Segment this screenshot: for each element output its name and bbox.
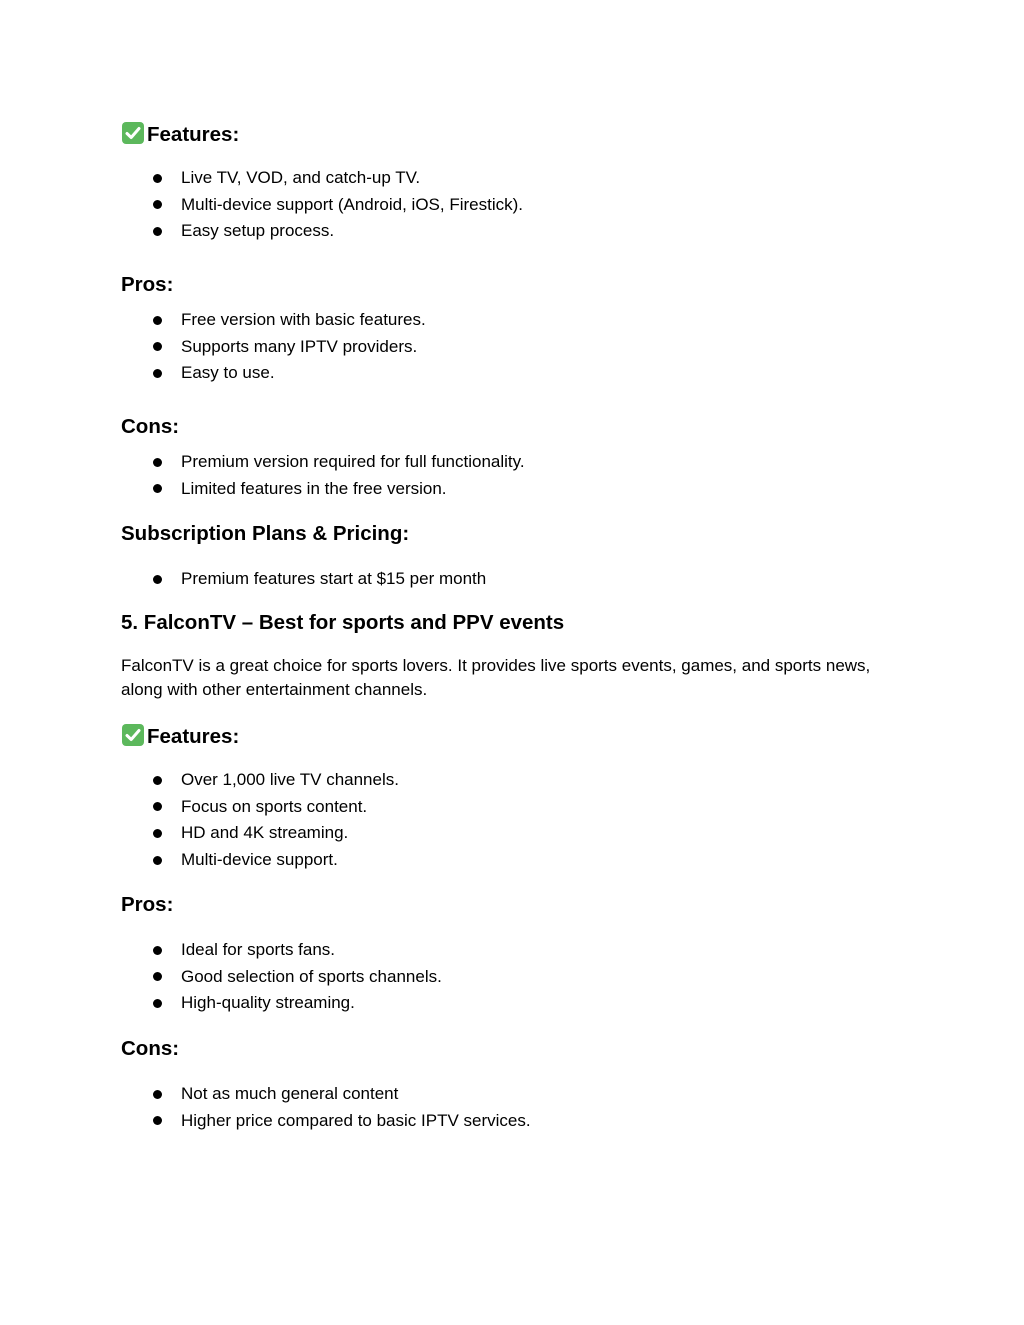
bullet-icon — [153, 575, 162, 584]
list-item: Live TV, VOD, and catch-up TV. — [121, 165, 523, 192]
bullet-icon — [153, 946, 162, 955]
bullet-icon — [153, 342, 162, 351]
features-heading — [121, 121, 239, 147]
list-item: Free version with basic features. — [121, 307, 426, 334]
cons-heading: Cons: — [121, 415, 180, 438]
list-item: Supports many IPTV providers. — [121, 334, 426, 361]
features-heading-2 — [121, 723, 239, 749]
list-item: Multi-device support (Android, iOS, Firestick). — [121, 192, 523, 219]
features-heading-label: Features: — [147, 725, 240, 748]
bullet-icon — [153, 484, 162, 493]
bullet-icon — [153, 200, 162, 209]
bullet-icon — [153, 369, 162, 378]
pros-heading: Pros: — [121, 273, 174, 296]
list-item: Premium version required for full functionality. — [121, 449, 525, 476]
list-item: Easy to use. — [121, 360, 426, 387]
list-item: Multi-device support. — [121, 847, 399, 874]
list-item: HD and 4K streaming. — [121, 820, 399, 847]
intro-paragraph: FalconTV is a great choice for sports lovers. It provides live sports events, games, and sports news, along with other entertainment channels. — [121, 656, 871, 699]
list-item: Limited features in the free version. — [121, 476, 525, 503]
list-item: Higher price compared to basic IPTV services. — [121, 1108, 531, 1135]
features-list-2 — [121, 767, 399, 873]
cons-list — [121, 449, 525, 502]
list-item: Ideal for sports fans. — [121, 937, 442, 964]
bullet-icon — [153, 1090, 162, 1099]
list-item: Not as much general content — [121, 1081, 531, 1108]
bullet-icon — [153, 174, 162, 183]
features-list — [121, 165, 523, 245]
pricing-list — [121, 566, 486, 593]
list-item: High-quality streaming. — [121, 990, 442, 1017]
check-mark-icon — [121, 723, 145, 747]
bullet-icon — [153, 316, 162, 325]
bullet-icon — [153, 776, 162, 785]
pricing-heading: Subscription Plans & Pricing: — [121, 522, 410, 545]
pros-list-2 — [121, 937, 442, 1017]
pros-heading-2: Pros: — [121, 893, 174, 916]
list-item: Over 1,000 live TV channels. — [121, 767, 399, 794]
cons-list-2 — [121, 1081, 531, 1134]
bullet-icon — [153, 458, 162, 467]
check-mark-icon — [121, 121, 145, 145]
bullet-icon — [153, 802, 162, 811]
bullet-icon — [153, 972, 162, 981]
section-title: 5. FalconTV – Best for sports and PPV events — [121, 611, 565, 634]
cons-heading-2: Cons: — [121, 1037, 180, 1060]
bullet-icon — [153, 227, 162, 236]
list-item: Easy setup process. — [121, 218, 523, 245]
bullet-icon — [153, 1116, 162, 1125]
list-item: Good selection of sports channels. — [121, 964, 442, 991]
list-item: Focus on sports content. — [121, 794, 399, 821]
bullet-icon — [153, 999, 162, 1008]
bullet-icon — [153, 856, 162, 865]
pros-list — [121, 307, 426, 387]
bullet-icon — [153, 829, 162, 838]
features-heading-label: Features: — [147, 123, 240, 146]
list-item: Premium features start at $15 per month — [121, 566, 486, 593]
